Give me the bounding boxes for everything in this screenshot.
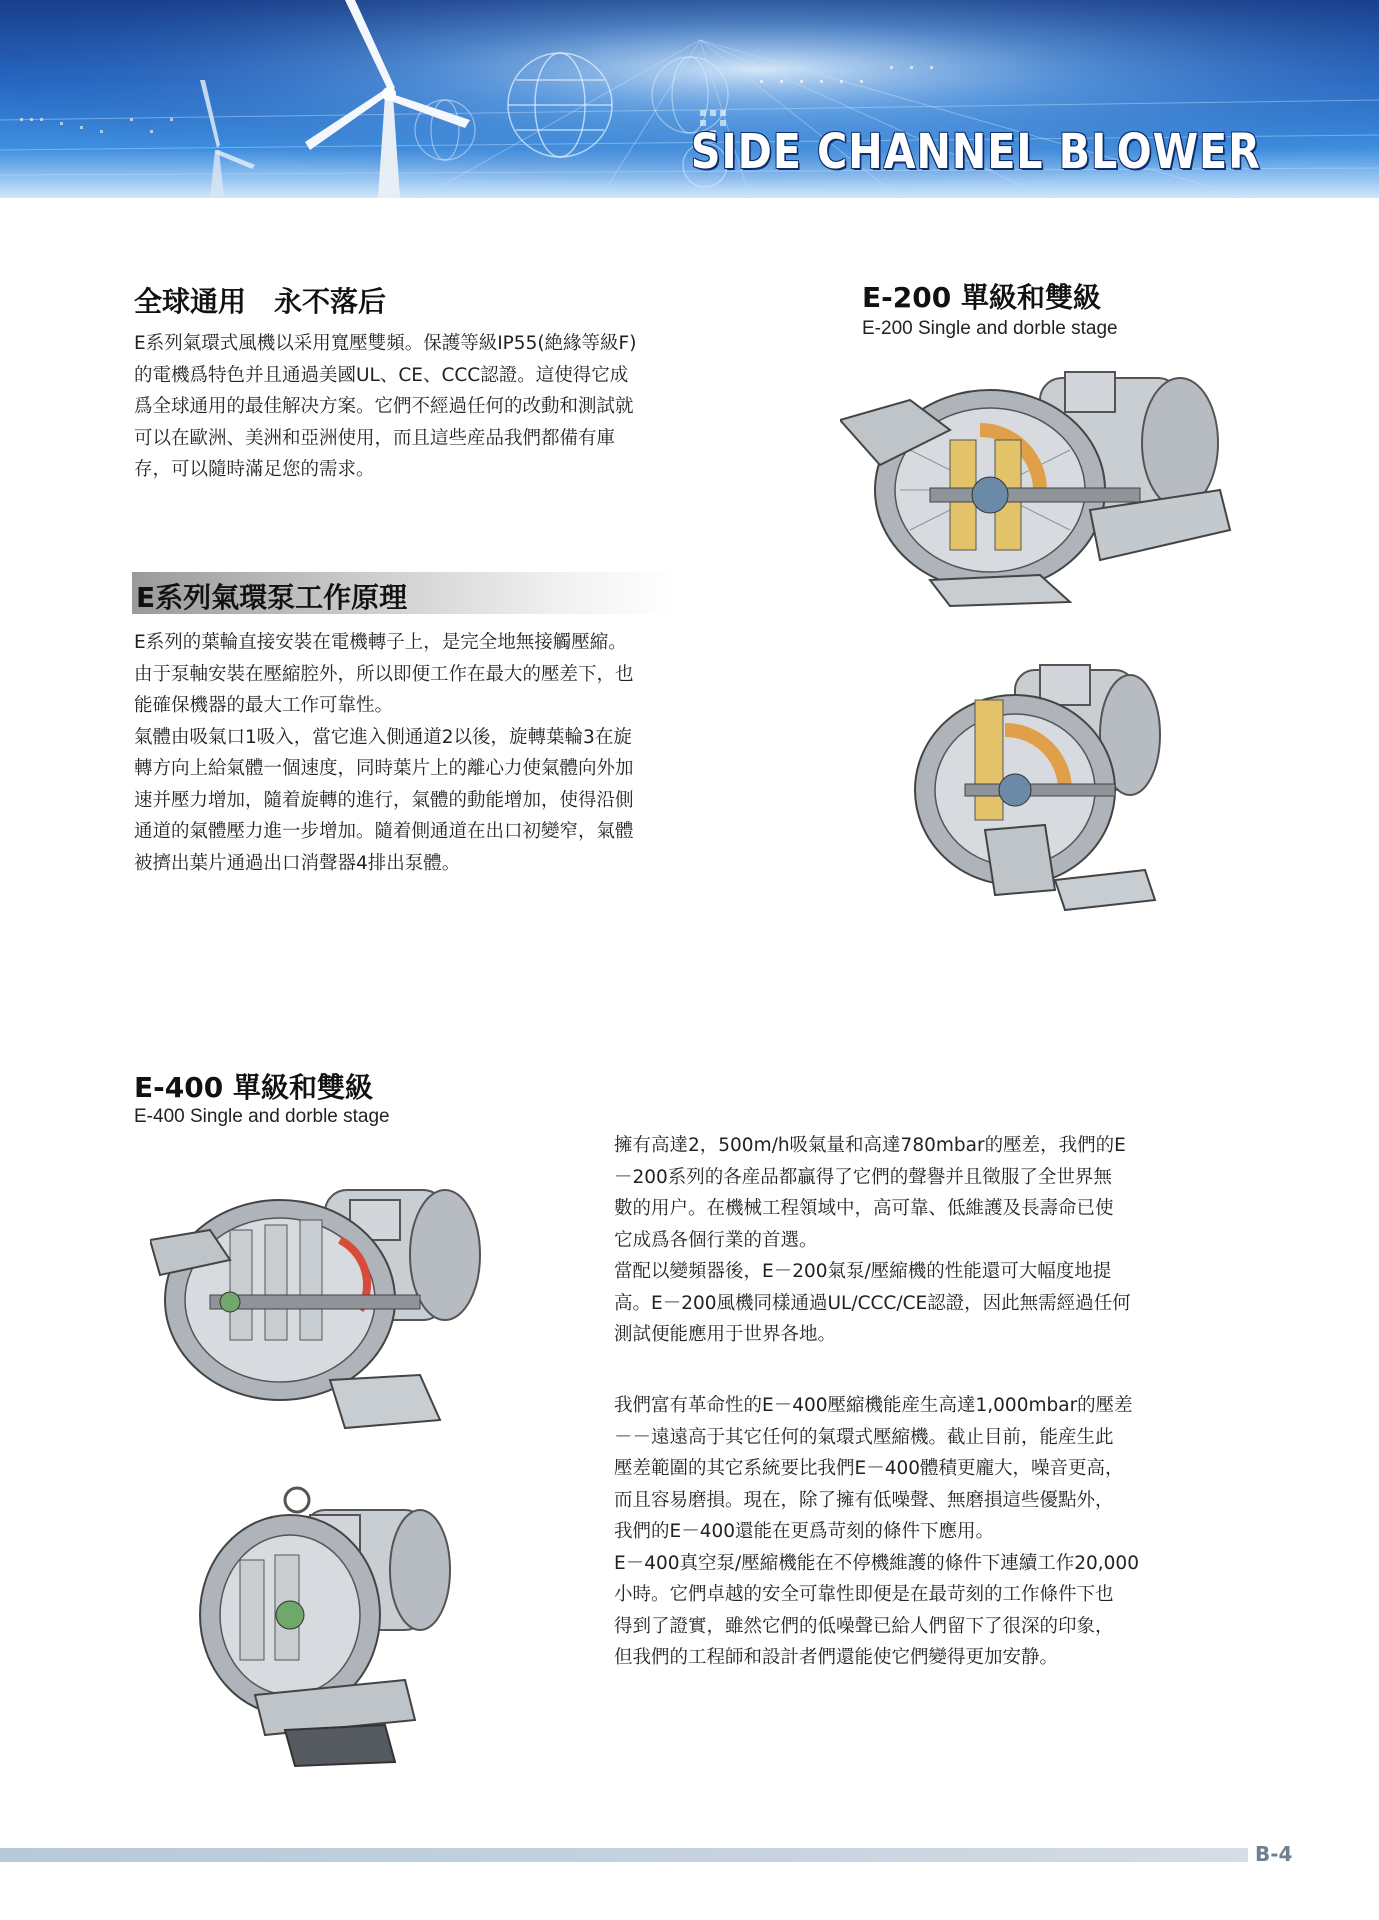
principle-heading-bar (132, 572, 677, 614)
page-number: B-4 (1255, 1842, 1293, 1866)
intro-heading: 全球通用 永不落后 (134, 285, 387, 318)
banner-title: SIDE CHANNEL BLOWER (691, 124, 1261, 180)
intro-line: 存，可以隨時滿足您的需求。 (134, 459, 375, 480)
e200-single-stage-blower-image (905, 660, 1165, 920)
e200-line: 測試便能應用于世界各地。 (614, 1324, 837, 1345)
e200-subheading: E-200 Single and dorble stage (862, 318, 1118, 339)
intro-line: 可以在歐洲、美洲和亞洲使用，而且這些産品我們都備有庫 (134, 427, 616, 449)
e400-description (614, 1390, 1194, 1674)
principle-paragraph (134, 627, 714, 879)
e200-line: 數的用户。在機械工程領域中，高可靠、低維護及長壽命已使 (614, 1198, 1114, 1219)
principle-line: 氣體由吸氣口1吸入，當它進入側通道2以後，旋轉葉輪3在旋 (134, 726, 632, 748)
principle-line: 被擠出葉片通過出口消聲器4排出泵體。 (134, 852, 461, 874)
e200-line: 它成爲各個行業的首選。 (614, 1229, 818, 1251)
principle-line: 速并壓力增加，隨着旋轉的進行，氣體的動能增加，使得沿側 (134, 789, 634, 811)
intro-line: E系列氣環式風機以采用寬壓雙頻。保護等級IP55(絶緣等級F) (134, 333, 637, 354)
principle-line: 由于泵軸安裝在壓縮腔外，所以即便工作在最大的壓差下，也 (134, 663, 634, 685)
e400-heading: E-400 單級和雙級 (134, 1071, 373, 1104)
e400-double-stage-blower-image (150, 1170, 490, 1435)
principle-line: E系列的葉輪直接安裝在電機轉子上，是完全地無接觸壓縮。 (134, 632, 627, 653)
e400-line: 我們的E－400還能在更爲苛刻的條件下應用。 (614, 1521, 995, 1542)
principle-line: 轉方向上給氣體一個速度，同時葉片上的離心力使氣體向外加 (134, 758, 634, 779)
intro-paragraph (134, 328, 714, 486)
e400-line: 而且容易磨損。現在，除了擁有低噪聲、無磨損這些優點外， (614, 1489, 1114, 1511)
e200-line: －200系列的各産品都贏得了它們的聲譽并且徵服了全世界無 (614, 1166, 1112, 1188)
e200-heading: E-200 單級和雙級 (862, 281, 1101, 314)
e200-double-stage-blower-image (840, 370, 1240, 610)
e400-line: －－遠遠高于其它任何的氣環式壓縮機。截止目前，能産生此 (614, 1426, 1114, 1448)
e200-line: 高。E－200風機同樣通過UL/CCC/CE認證，因此無需經過任何 (614, 1292, 1131, 1314)
e400-line: E－400真空泵/壓縮機能在不停機維護的條件下連續工作20,000 (614, 1552, 1139, 1574)
e400-line: 得到了證實，雖然它們的低噪聲已給人們留下了很深的印象， (614, 1615, 1114, 1637)
principle-heading: E系列氣環泵工作原理 (136, 581, 408, 614)
e400-subheading: E-400 Single and dorble stage (134, 1106, 390, 1127)
principle-line: 能確保機器的最大工作可靠性。 (134, 695, 394, 716)
e400-line: 但我們的工程師和設計者們還能使它們變得更加安静。 (614, 1647, 1059, 1668)
e400-single-stage-blower-image (195, 1480, 455, 1770)
intro-line: 爲全球通用的最佳解决方案。它們不經過任何的改動和測試就 (134, 396, 634, 417)
intro-line: 的電機爲特色并且通過美國UL、CE、CCC認證。這使得它成 (134, 364, 629, 386)
e400-line: 我們富有革命性的E－400壓縮機能産生高達1,000mbar的壓差 (614, 1395, 1133, 1416)
header-banner (0, 0, 1379, 198)
e200-line: 擁有高達2，500m/h吸氣量和高達780mbar的壓差，我們的E (614, 1135, 1126, 1156)
e200-line: 當配以變頻器後，E－200氣泵/壓縮機的性能還可大幅度地提 (614, 1261, 1112, 1282)
e200-description (614, 1130, 1194, 1351)
footer-bar (0, 1848, 1248, 1862)
e400-line: 壓差範圍的其它系統要比我們E－400體積更龐大，噪音更高， (614, 1458, 1124, 1479)
e400-line: 小時。它們卓越的安全可靠性即便是在最苛刻的工作條件下也 (614, 1584, 1114, 1605)
principle-line: 通道的氣體壓力進一步增加。隨着側通道在出口初變窄，氣體 (134, 821, 634, 842)
